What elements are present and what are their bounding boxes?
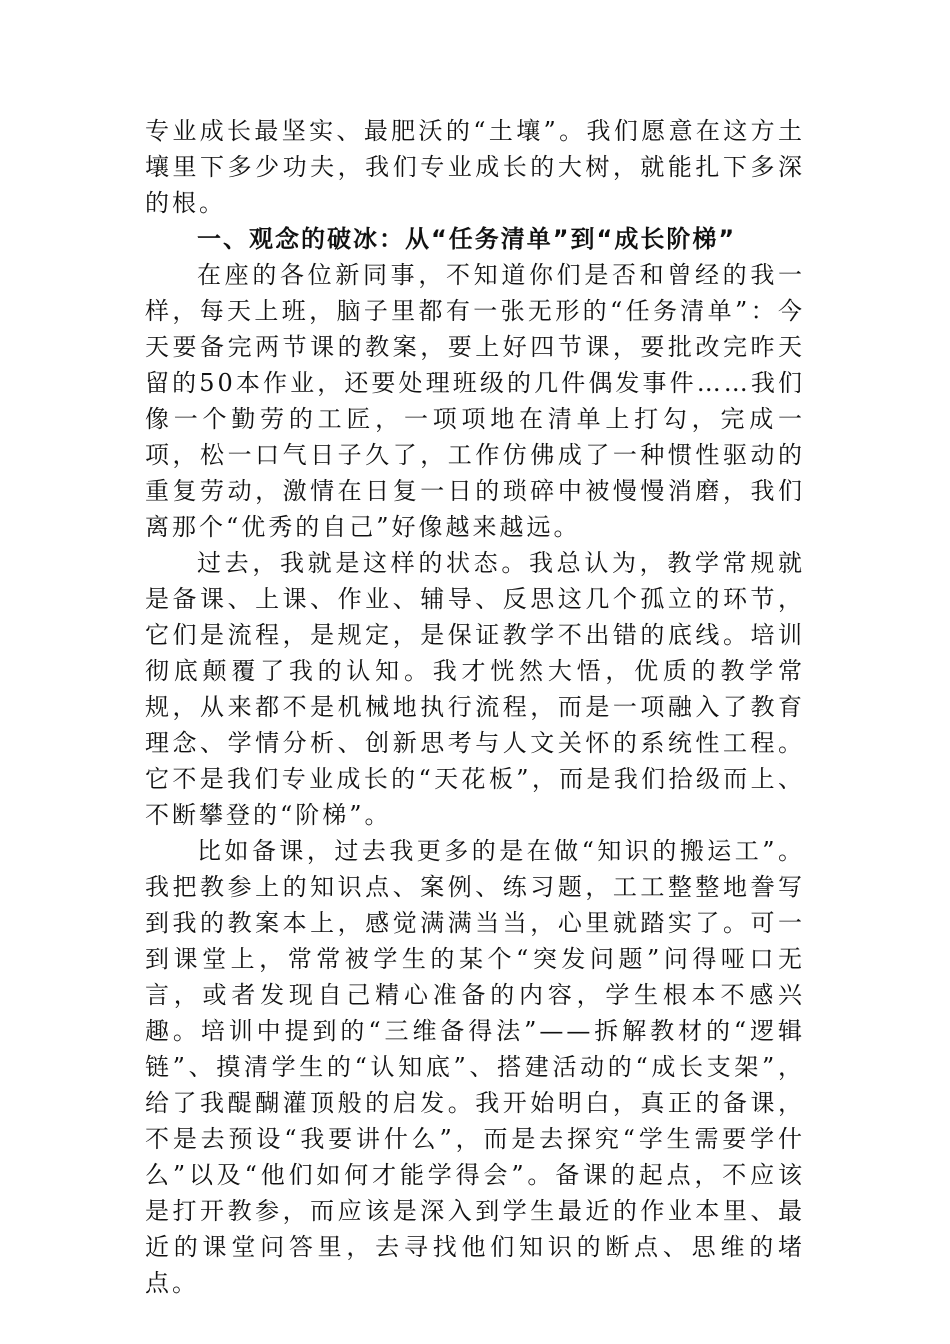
continuation-paragraph: 专业成长最坚实、最肥沃的“土壤”。我们愿意在这方土壤里下多少功夫，我们专业成长的大树，就能扎下多深的根。 — [145, 117, 805, 217]
body-paragraph-task-list: 在座的各位新同事，不知道你们是否和曾经的我一样，每天上班，脑子里都有一张无形的“任务清单”：今天要备完两节课的教案，要上好四节课，要批改完昨天留的50本作业，还要处理班级的几件偶发事件……我们像一个勤劳的工匠，一项项地在清单上打勾，完成一项，松一口气日子久了，工作仿佛成了一种惯性驱动的重复劳动，激情在日复一日的琐碎中被慢慢消磨，我们离那个“优秀的自己”好像越来越远。 — [145, 261, 805, 541]
document-body — [145, 113, 805, 1301]
body-paragraph-past-state: 过去，我就是这样的状态。我总认为，教学常规就是备课、上课、作业、辅导、反思这几个孤立的环节，它们是流程，是规定，是保证教学不出错的底线。培训彻底颠覆了我的认知。我才恍然大悟，优质的教学常规，从来都不是机械地执行流程，而是一项融入了教育理念、学情分析、创新思考与人文关怀的系统性工程。它不是我们专业成长的“天花板”，而是我们拾级而上、不断攀登的“阶梯”。 — [145, 549, 805, 829]
section-heading: 一、观念的破冰：从“任务清单”到“成长阶梯” — [197, 225, 737, 253]
body-paragraph-lesson-prep: 比如备课，过去我更多的是在做“知识的搬运工”。我把教参上的知识点、案例、练习题，工工整整地誊写到我的教案本上，感觉满满当当，心里就踏实了。可一到课堂上，常常被学生的某个“突发问题”问得哑口无言，或者发现自己精心准备的内容，学生根本不感兴趣。培训中提到的“三维备得法”——拆解教材的“逻辑链”、摸清学生的“认知底”、搭建活动的“成长支架”，给了我醍醐灌顶般的启发。我开始明白，真正的备课，不是去预设“我要讲什么”，而是去探究“学生需要学什么”以及“他们如何才能学得会”。备课的起点，不应该是打开教参，而应该是深入到学生最近的作业本里、最近的课堂问答里，去寻找他们知识的断点、思维的堵点。 — [145, 837, 805, 1297]
